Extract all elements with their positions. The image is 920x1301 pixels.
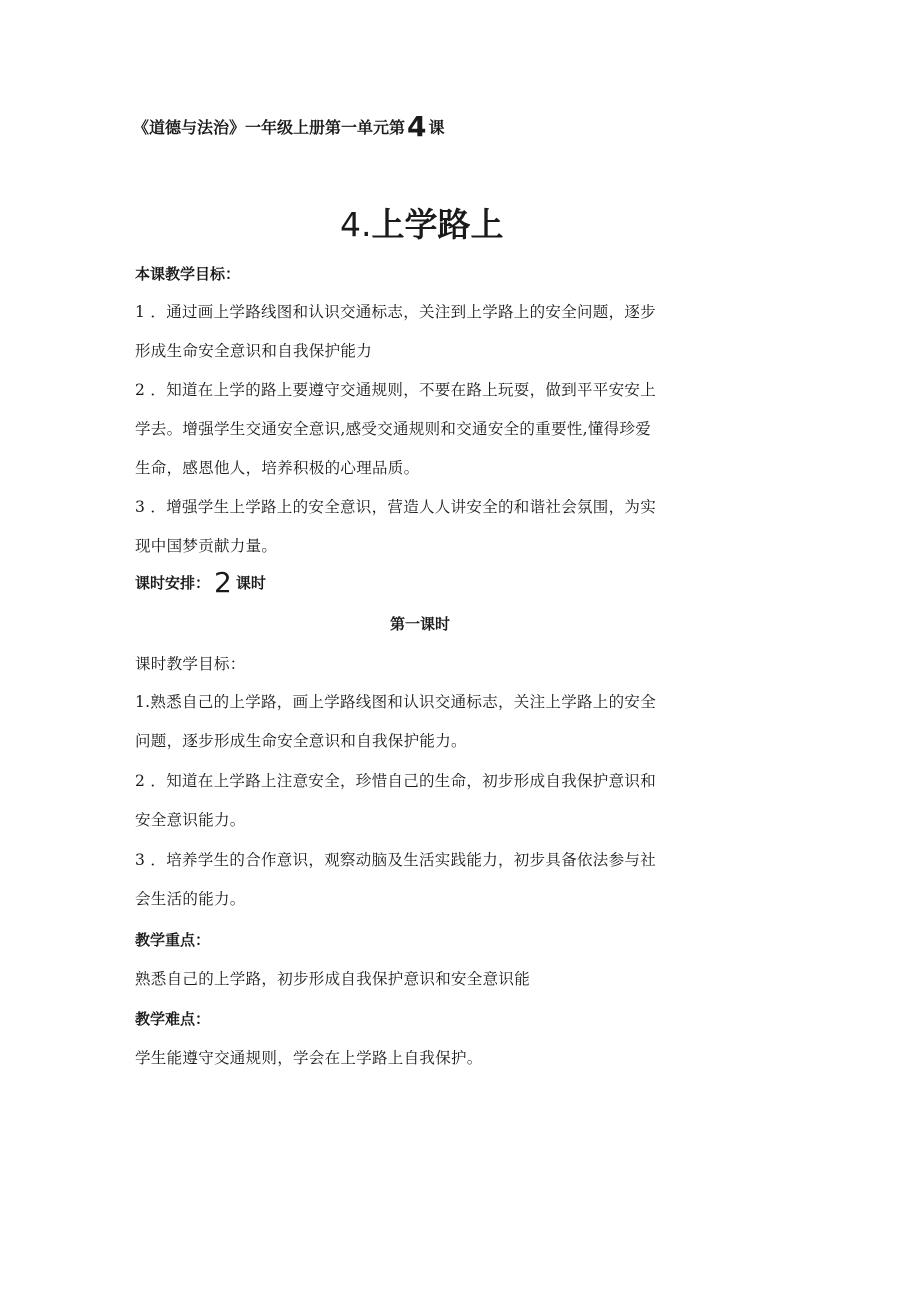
objectives-heading: 本课教学目标： [135,265,241,283]
lesson-objective-2-line-1: 2 ．知道在上学路上注意安全，珍惜自己的生命，初步形成自我保护意识和 [135,772,656,790]
objective-3-line-2: 现中国梦贡献力量。 [135,537,278,555]
lesson-objective-item-3 [135,841,700,919]
key-points-text [135,960,700,999]
lesson-objective-item-2 [135,762,700,840]
lesson-objective-3-line-1: 3 ．培养学生的合作意识，观察动脑及生活实践能力，初步具备依法参与社 [135,851,656,869]
course-lesson-number: 4 [407,110,427,143]
title-text: 上学路上 [371,205,504,244]
difficulties-text [135,1039,700,1078]
schedule-count: 2 [214,566,232,599]
course-header-prefix: 《道德与法治》一年级上册第一单元第 [133,118,406,137]
objective-item-3 [135,488,700,566]
difficulties-line: 学生能遵守交通规则，学会在上学路上自我保护。 [135,1049,483,1067]
objective-1-line-2: 形成生命安全意识和自我保护能力 [135,342,373,360]
lesson-objective-2-line-2: 安全意识能力。 [135,811,246,829]
course-header [133,112,445,143]
objective-item-1 [135,293,700,371]
lesson-objective-item-1 [135,683,700,761]
title-number: 4. [340,205,372,244]
first-lesson-heading: 第一课时 [389,615,450,633]
page-title [340,200,504,250]
course-header-suffix: 课 [428,118,445,137]
key-points-line: 熟悉自己的上学路，初步形成自我保护意识和安全意识能 [135,970,531,988]
schedule-label: 课时安排： [135,574,211,592]
objective-2-line-2: 学去。增强学生交通安全意识,感受交通规则和交通安全的重要性,懂得珍爱 [135,420,652,438]
lesson-objectives-heading-text: 课时教学目标： [135,655,246,673]
objective-1-line-1: 1 ．通过画上学路线图和认识交通标志，关注到上学路上的安全问题，逐步 [135,303,656,321]
objective-2-line-1: 2 ．知道在上学的路上要遵守交通规则，不要在路上玩耍，做到平平安安上 [135,381,656,399]
schedule-unit: 课时 [235,574,266,592]
schedule-line [135,566,266,600]
difficulties-heading: 教学难点： [135,1010,211,1028]
lesson-objective-3-line-2: 会生活的能力。 [135,890,246,908]
objective-3-line-1: 3 ．增强学生上学路上的安全意识，营造人人讲安全的和谐社会氛围，为实 [135,498,656,516]
lesson-objectives-heading [135,645,700,684]
objective-item-2 [135,371,700,488]
lesson-objective-1-line-1: 1.熟悉自己的上学路，画上学路线图和认识交通标志，关注上学路上的安全 [135,693,656,711]
lesson-objective-1-line-2: 问题，逐步形成生命安全意识和自我保护能力。 [135,732,467,750]
objective-2-line-3: 生命，感恩他人，培养积极的心理品质。 [135,459,420,477]
key-points-heading: 教学重点： [135,931,211,949]
